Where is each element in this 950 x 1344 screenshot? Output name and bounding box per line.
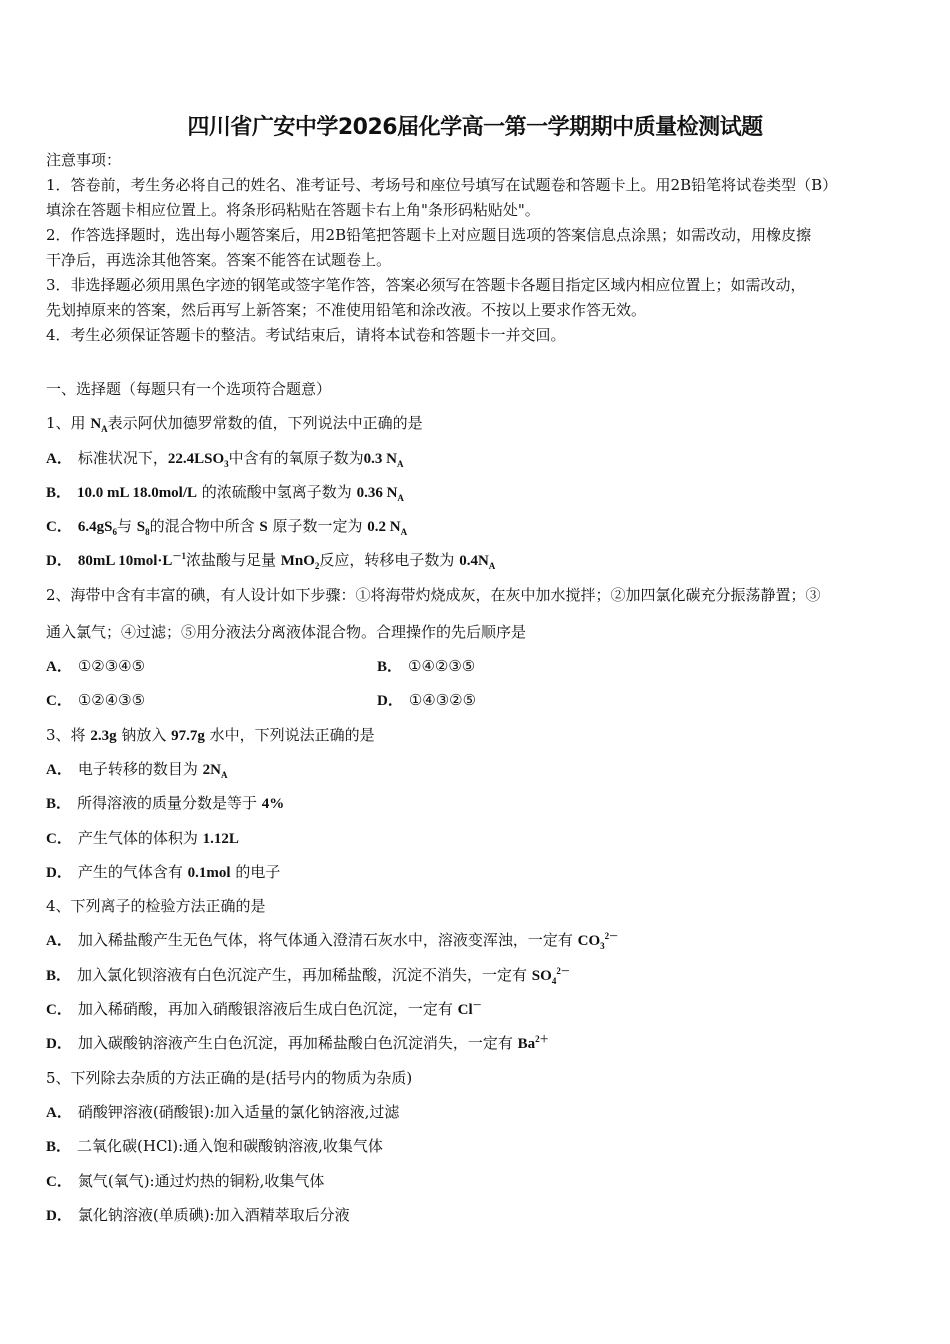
text-run: 中含有的氧原子数为 [228, 448, 364, 467]
option-label: A． [46, 933, 72, 950]
notes-line: 2．作答选择题时，选出每小题答案后，用2B铅笔把答题卡上对应题目选项的答案信息点涂黑；如需改动，用橡皮擦 [46, 226, 812, 244]
question-list [46, 406, 916, 1232]
formula-text: 0.2 N [367, 519, 401, 536]
formula-text: S [259, 519, 268, 536]
option-line [46, 752, 916, 786]
formula-text: 2.3g [90, 727, 117, 744]
text-run: 氮气(氧气):通过灼热的铜粉,收集气体 [77, 1171, 325, 1190]
option-label: C． [46, 693, 72, 710]
option [46, 1172, 324, 1190]
option-line [46, 821, 916, 855]
subscript: 3 [224, 458, 229, 469]
text-run: 的电子 [230, 862, 281, 881]
text-run: 标准状况下， [77, 448, 168, 467]
option-line [46, 543, 916, 577]
option-label: D． [46, 1036, 72, 1053]
option [46, 483, 404, 501]
formula-text: 0.1mol [187, 864, 231, 881]
text-run: 的浓硫酸中氢离子数为 [197, 482, 357, 501]
option-line [46, 855, 916, 889]
text-run: 原子数一定为 [267, 517, 368, 536]
option [46, 657, 145, 675]
option-line [46, 958, 916, 992]
page-title: 四川省广安中学2026届化学高一第一学期期中质量检测试题 [187, 115, 763, 140]
notes-section [46, 148, 916, 348]
formula-text: 2N [202, 761, 221, 778]
option [46, 931, 619, 952]
formula-text: 0.3 N [363, 450, 397, 467]
formula-text: 0.36 N [356, 484, 398, 501]
option-row [46, 649, 916, 683]
option [46, 863, 280, 881]
text-run: 水中，下列说法正确的是 [204, 725, 375, 744]
subscript: A [101, 424, 108, 435]
notes-line: 4．考生必须保证答题卡的整洁。考试结束后，请将本试卷和答题卡一并交回。 [46, 326, 566, 344]
formula-text: 1.12L [202, 830, 239, 847]
option [46, 829, 239, 847]
option-label: D． [46, 864, 72, 881]
subscript: 6 [112, 527, 117, 538]
notes-line: 干净后，再选涂其他答案。答案不能答在试题卷上。 [46, 251, 392, 269]
text-run: 钠放入 [116, 725, 172, 744]
formula-text: 4% [261, 796, 285, 813]
option-cell [46, 683, 377, 717]
formula-text: CO [577, 933, 601, 950]
formula-text: 97.7g [171, 727, 205, 744]
text-run: 表示阿伏加德罗常数的值，下列说法中正确的是 [107, 414, 423, 433]
text-run: 3、将 [46, 725, 91, 744]
notes-lines [46, 173, 916, 348]
formula-text: Ba [517, 1036, 536, 1053]
subscript: A [488, 561, 496, 572]
question-4 [46, 889, 916, 1060]
question-stem [46, 718, 916, 752]
option [46, 794, 284, 812]
option-label: D． [377, 693, 403, 710]
formula-text: N [90, 416, 102, 433]
option [377, 657, 475, 675]
text-run: 通入氯气；④过滤；⑤用分液法分离液体混合物。合理操作的先后顺序是 [46, 622, 527, 641]
option-line [46, 1095, 916, 1129]
formula-text: 6.4gS [77, 519, 113, 536]
option-line [46, 992, 916, 1026]
text-run: 氯化钠溶液(单质碘):加入酒精萃取后分液 [77, 1205, 350, 1224]
question-stem [46, 578, 916, 615]
formula-text: SO [531, 967, 552, 984]
text-run: 5、下列除去杂质的方法正确的是(括号内的物质为杂质) [46, 1068, 413, 1087]
text-run: ①②④③⑤ [77, 691, 146, 710]
option-label: C． [46, 1173, 72, 1190]
option-cell [46, 649, 377, 683]
text-run: 反应，转移电子数为 [319, 551, 460, 570]
option [46, 966, 570, 984]
option-label: C． [46, 519, 72, 536]
superscript: 2＋ [535, 1034, 549, 1045]
option-label: B． [46, 1139, 72, 1156]
option [46, 517, 408, 538]
option [46, 449, 403, 467]
option-line [46, 786, 916, 820]
questions-section [46, 372, 916, 1232]
option [46, 551, 496, 572]
question-stem [46, 889, 916, 923]
subscript: 8 [145, 527, 150, 538]
text-run: 加入氯化钡溶液有白色沉淀产生，再加稀盐酸，沉淀不消失，一定有 [77, 965, 532, 984]
subscript: A [400, 527, 408, 538]
section-heading: 一、选择题（每题只有一个选项符合题意） [46, 380, 332, 398]
superscript: 2－ [604, 931, 619, 942]
formula-text: 22.4LSO [167, 450, 225, 467]
option-label: D． [46, 553, 72, 570]
text-run: 产生的气体含有 [77, 862, 188, 881]
text-run: 加入稀盐酸产生无色气体，将气体通入澄清石灰水中，溶液变浑浊，一定有 [77, 931, 578, 950]
option-cell [377, 649, 708, 683]
text-run: 二氧化碳(HCl):通入饱和碳酸钠溶液,收集气体 [77, 1137, 383, 1156]
option-line [46, 1129, 916, 1163]
option-label: B． [46, 796, 72, 813]
question-stem [46, 406, 916, 440]
option-row [46, 683, 916, 717]
option-line [46, 1026, 916, 1060]
option-label: A． [46, 1104, 72, 1121]
formula-text: 10.0 mL 18.0mol/L [77, 484, 198, 501]
subscript: 3 [600, 941, 605, 952]
text-run: 2、海带中含有丰富的碘，有人设计如下步骤：①将海带灼烧成灰，在灰中加水搅拌；②加四氯化碳充分振荡静置；③ [46, 585, 821, 604]
option-label: B． [46, 484, 72, 501]
subscript: A [397, 492, 404, 503]
subscript: 2 [314, 561, 320, 572]
text-run: 浓盐酸与足量 [185, 551, 281, 570]
option [46, 691, 145, 709]
text-run: 的混合物中所含 [149, 517, 260, 536]
option [46, 1137, 383, 1155]
formula-text: S [136, 519, 146, 536]
formula-text: 80mL 10mol·L [77, 553, 173, 570]
superscript: 2－ [556, 965, 570, 976]
option-line [46, 441, 916, 475]
formula-text: 0.4N [459, 553, 489, 570]
option-label: C． [46, 1002, 72, 1019]
option [46, 1103, 399, 1121]
superscript: － [472, 1000, 482, 1011]
notes-line: 3．非选择题必须用黑色字迹的钢笔或签字笔作答，答案必须写在答题卡各题目指定区域内相应位置上；如需改动， [46, 276, 806, 294]
question-2 [46, 578, 916, 718]
option-cell [377, 683, 708, 717]
text-run: 电子转移的数目为 [77, 759, 203, 778]
text-run: 硝酸钾溶液(硝酸银):加入适量的氯化钠溶液,过滤 [77, 1102, 400, 1121]
formula-text: MnO [280, 553, 315, 570]
text-run: 加入稀硝酸，再加入硝酸银溶液后生成白色沉淀，一定有 [77, 1000, 458, 1019]
option-line [46, 923, 916, 957]
subscript: A [220, 769, 228, 780]
option-label: A． [46, 450, 72, 467]
option [377, 691, 476, 709]
text-run: 产生气体的体积为 [77, 828, 203, 847]
option-line [46, 475, 916, 509]
option [46, 1034, 549, 1052]
option-line [46, 509, 916, 543]
text-run: 4、下列离子的检验方法正确的是 [46, 897, 266, 916]
option-label: A． [46, 659, 72, 676]
text-run: ①②③④⑤ [77, 657, 146, 676]
text-run: ①④②③⑤ [408, 657, 476, 676]
option-line [46, 1164, 916, 1198]
option-label: B． [46, 967, 72, 984]
question-1 [46, 406, 916, 577]
option-label: B． [377, 659, 403, 676]
notes-line: 1．答卷前，考生务必将自己的姓名、准考证号、考场号和座位号填写在试题卷和答题卡上。用2B铅笔将试卷类型（B） [46, 176, 838, 194]
question-5 [46, 1061, 916, 1232]
option [46, 1206, 350, 1224]
text-run: 1、用 [46, 414, 91, 433]
option-label: D． [46, 1207, 72, 1224]
option [46, 760, 227, 778]
subscript: A [396, 458, 404, 469]
subscript: 4 [551, 975, 557, 986]
text-run: ①④③②⑤ [408, 691, 477, 710]
option-line [46, 1198, 916, 1232]
text-run: 所得溶液的质量分数是等于 [77, 794, 262, 813]
option-label: C． [46, 830, 72, 847]
text-run: 与 [116, 517, 137, 536]
option [46, 1000, 482, 1018]
question-3 [46, 718, 916, 889]
question-stem [46, 615, 916, 649]
notes-line: 先划掉原来的答案，然后再写上新答案；不准使用铅笔和涂改液。不按以上要求作答无效。 [46, 301, 647, 319]
text-run: 加入碳酸钠溶液产生白色沉淀，再加稀盐酸白色沉淀消失，一定有 [77, 1034, 518, 1053]
notes-heading: 注意事项： [46, 151, 122, 169]
notes-line: 填涂在答题卡相应位置上。将条形码粘贴在答题卡右上角"条形码粘贴处"。 [46, 201, 540, 219]
superscript: －1 [172, 551, 186, 562]
formula-text: Cl [457, 1002, 473, 1019]
question-stem [46, 1061, 916, 1095]
option-label: A． [46, 761, 72, 778]
